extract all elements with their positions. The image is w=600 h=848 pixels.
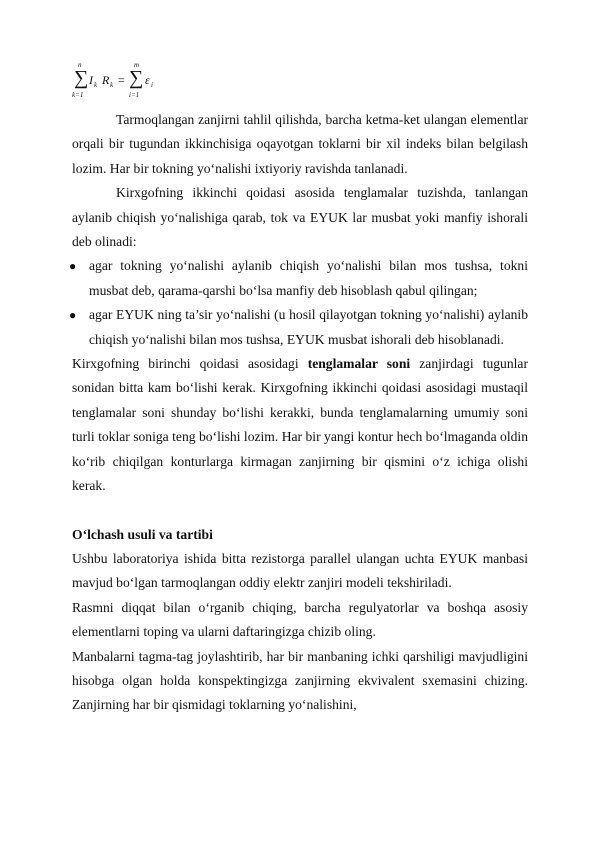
paragraph-study-figure: Rasmni diqqat bilan o‘rganib chiqing, barcha regulyatorlar va boshqa asosiy elementlarni toping va ularni daftaringizga chizib oling.: [72, 599, 528, 640]
emf-subscript: i: [151, 81, 153, 89]
list-item: [69, 254, 528, 303]
sum-upper-limit-left: n: [78, 61, 82, 69]
sign-rules-list: [69, 254, 528, 352]
paragraph-lab-description: Ushbu laboratoriya ishida bitta rezistorga parallel ulangan uchta EYUK manbasi mavjud bo‘lgan tarmoqlangan oddiy elektr zanjiri modeli tekshiriladi.: [72, 550, 528, 591]
paragraph-branched-circuit: Tarmoqlangan zanjirni tahlil qilishda, barcha ketma-ket ulangan elementlar orqali bir tugundan ikkinchisiga oqayotgan toklarni bir xil indeks bilan belgilash lozim. Har bir tokning yo‘nalishi ixtiyoriy ravishda tanlanadi.: [72, 112, 528, 176]
paragraph-equivalent-scheme: Manbalarni tagma-tag joylashtirib, har bir manbaning ichki qarshiligi mavjudligini hisobga olgan holda konspektingizga zanjirning ekvivalent sxemasini chizing. Zanjirning har bir qismidagi toklarning yo‘nalishini,: [72, 648, 528, 713]
kirchhoff-formula: [72, 62, 212, 106]
list-item: [69, 303, 528, 352]
sigma-left: ∑: [74, 67, 89, 89]
list-item-text: agar tokning yo‘nalishi aylanib chiqish yo‘nalishi bilan mos tushsa, tokni musbat deb, qarama-qarshi bo‘lsa manfiy deb hisoblash qabul qilingan;: [89, 258, 528, 298]
sum-lower-limit-left: k=1: [72, 91, 84, 99]
list-item-text: agar EYUK ning ta’sir yo‘nalishi (u hosil qilayotgan tokning yo‘nalishi) aylanib chiqish yo‘nalishi bilan mos tushsa, EYUK musbat ishorali deb hisoblanadi.: [89, 307, 528, 347]
bullet-icon: ●: [69, 259, 77, 274]
paragraph-second-rule: Kirxgofning ikkinchi qoidasi asosida tenglamalar tuzishda, tanlangan aylanib chiqish yo‘nalishiga qarab, tok va EYUK lar musbat yoki manfiy ishorali deb olinadi:: [72, 185, 528, 250]
current-symbol: I: [89, 73, 93, 87]
bullet-icon: ●: [69, 308, 77, 323]
bold-term: tenglamalar soni: [307, 356, 411, 372]
resistance-subscript: k: [110, 81, 114, 89]
resistance-symbol: R: [102, 73, 110, 87]
document-body: [69, 108, 528, 718]
section-heading: O‘lchash usuli va tartibi: [72, 526, 213, 542]
equals-sign: =: [118, 73, 125, 87]
current-subscript: k: [94, 81, 98, 89]
paragraph-equation-count: Kirxgofning birinchi qoidasi asosidagi tenglamalar soni zanjirdagi tugunlar sonidan bitta kam bo‘lishi kerak. Kirxgofning ikkinchi qoidasi asosidagi mustaqil tenglamalar soni shunday bo‘lishi kerakki, bunda tenglamalarning umumiy soni turli toklar soniga teng bo‘lishi lozim. Har bir yangi kontur hech bo‘lmaganda oldin ko‘rib chiqilgan konturlarga kirmagan zanjirning bir qismini o‘z ichiga olishi kerak.: [72, 356, 528, 494]
sigma-right: ∑: [129, 67, 144, 89]
emf-symbol: ε: [145, 73, 150, 87]
sum-lower-limit-right: i=1: [129, 91, 140, 99]
sum-upper-limit-right: m: [134, 61, 140, 69]
